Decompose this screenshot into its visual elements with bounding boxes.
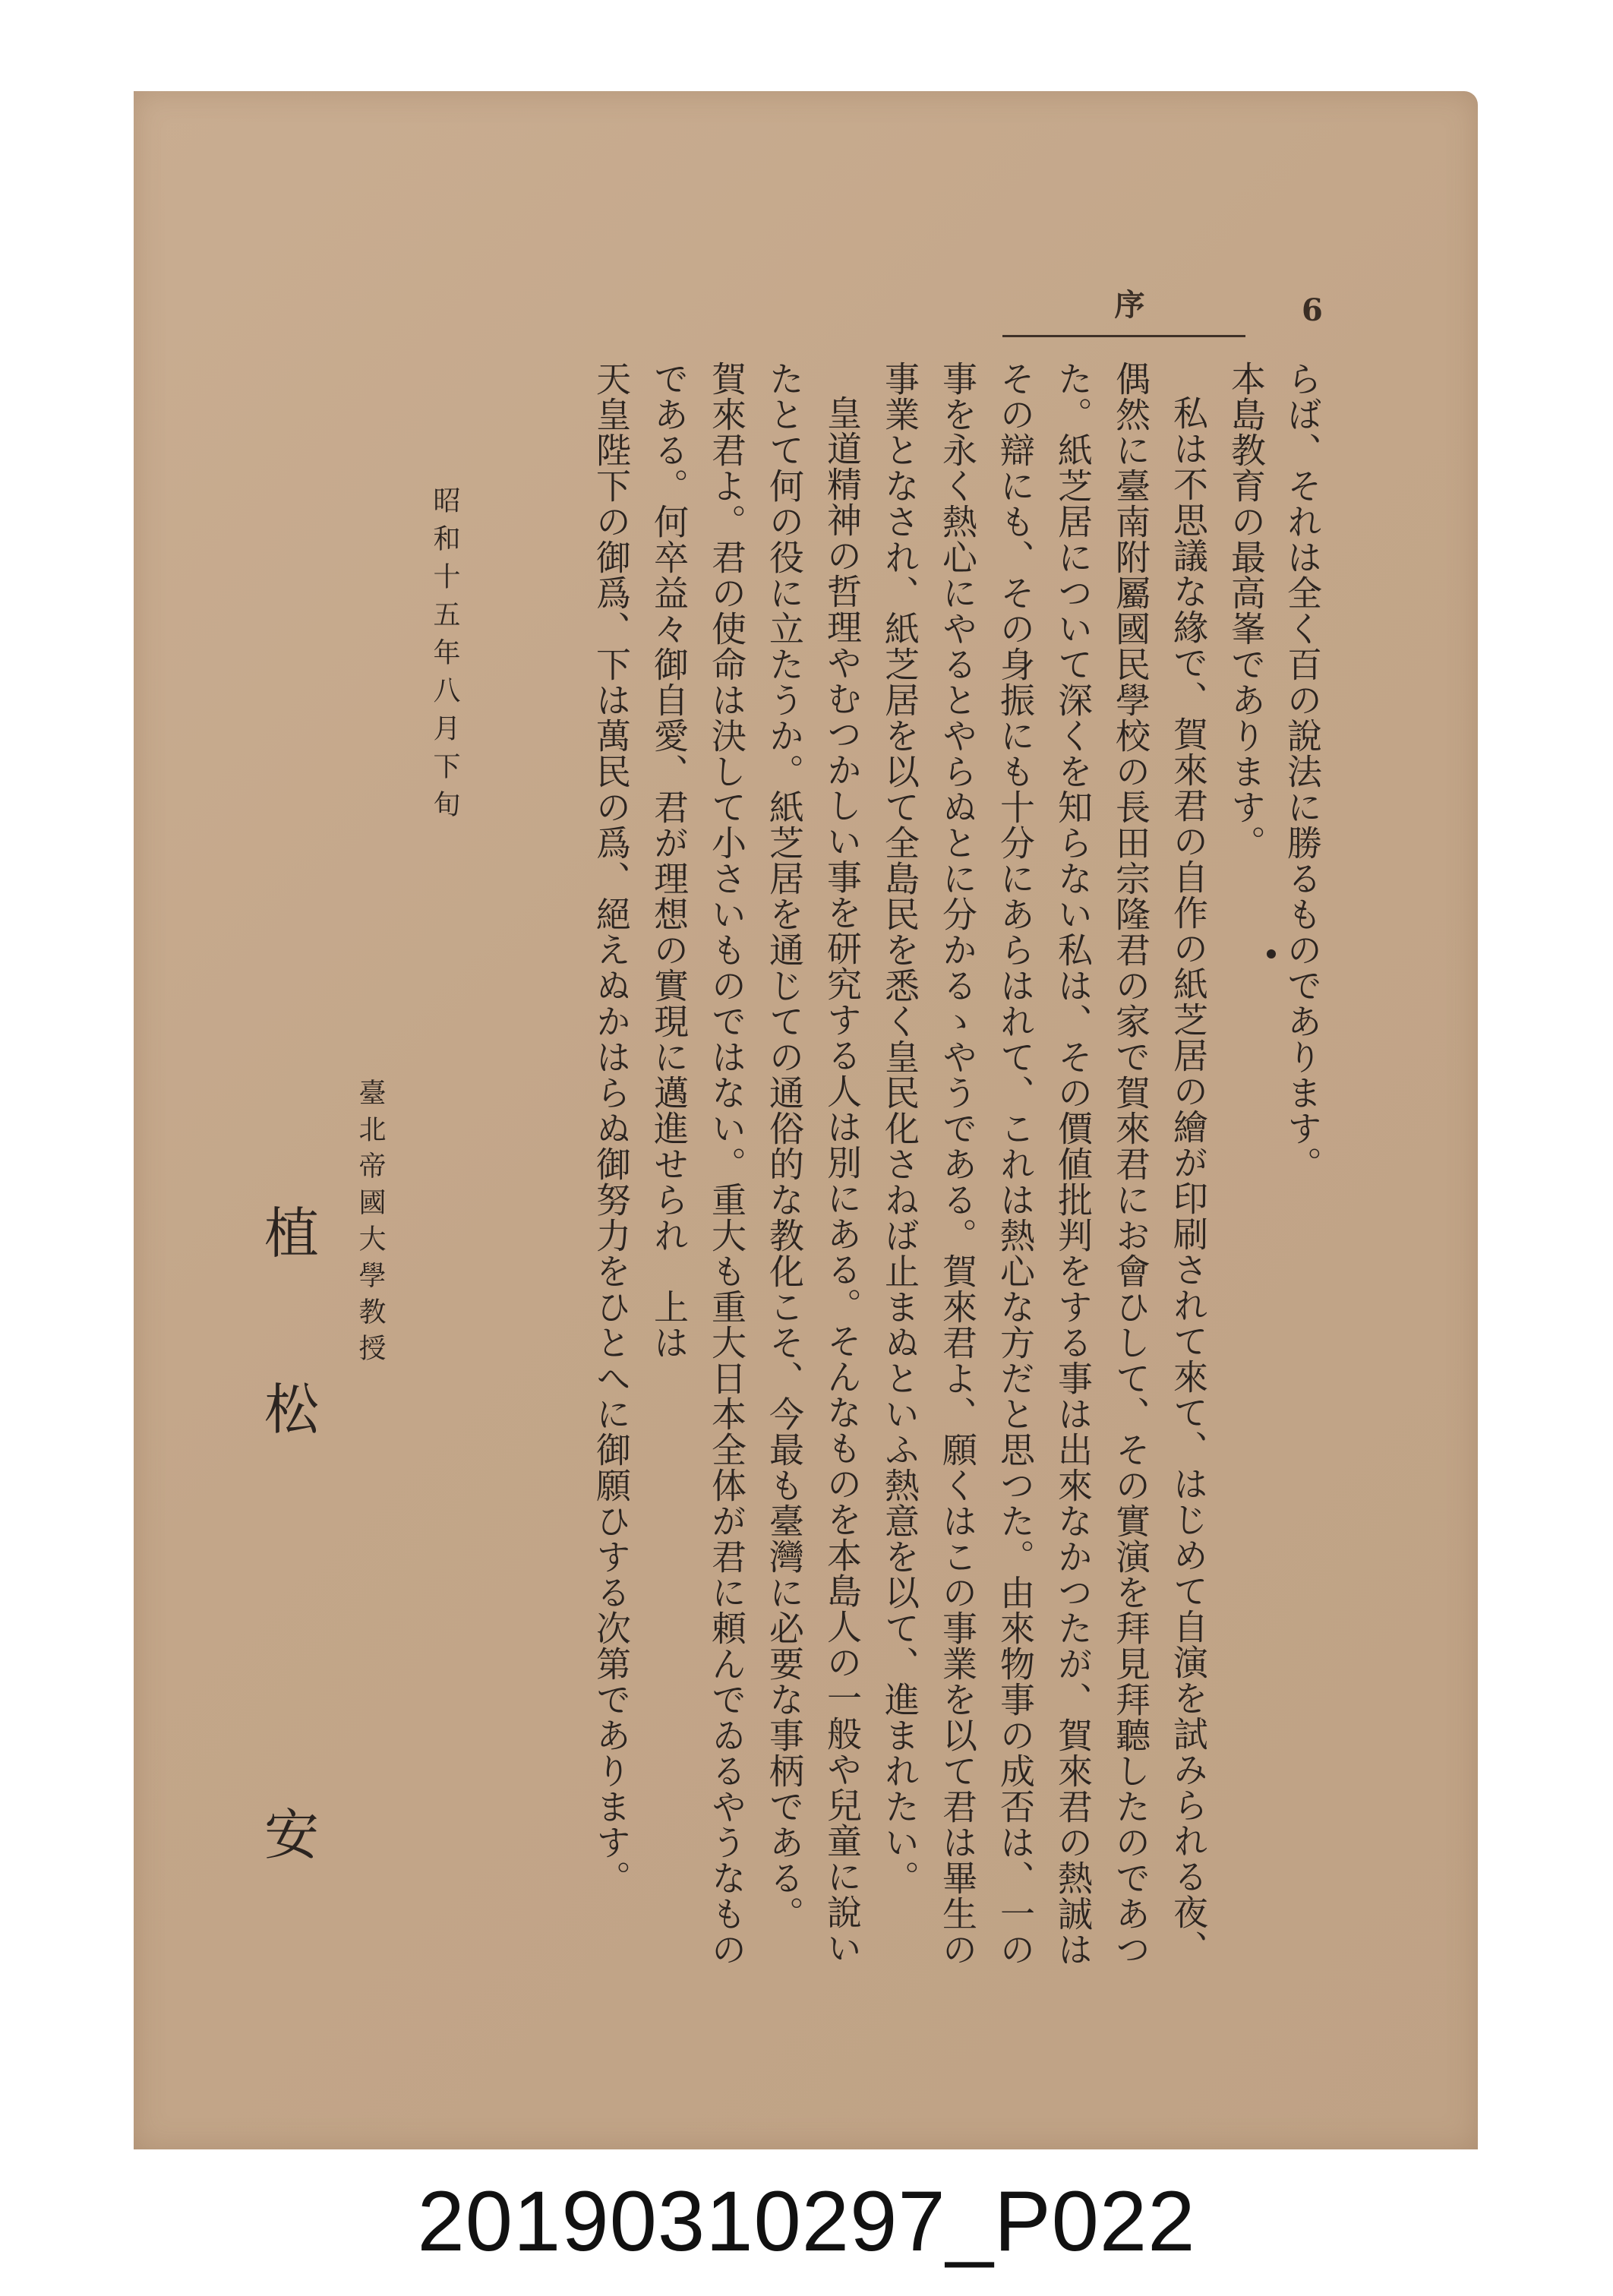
- body-column-11: 賀來君よ。君の使命は決して小さいものではない。重大も重大日本全体が君に頼んでゐるやうなもの: [706, 361, 747, 1967]
- body-column-3: 私は不思議な緣で、賀來君の自作の紙芝居の繪が印刷されて來て、はじめて自演を試みられる夜、: [1168, 395, 1209, 1966]
- body-column-10: たとて何の役に立たうか。紙芝居を通じての通俗的な教化こそ、今最も臺灣に必要な事柄である。: [764, 361, 805, 1931]
- section-title: 序: [1110, 289, 1145, 319]
- body-column-7: 事を永く熱心にやるとやらぬとに分かるゝやうである。賀來君よ、願くはこの事業を以て君は畢生の: [937, 361, 978, 1967]
- body-column-12: である。何卒益々御自愛、君が理想の實現に邁進せられ 上は: [649, 361, 690, 1360]
- scanned-page: [134, 91, 1478, 2149]
- page-number: 6: [1302, 292, 1323, 328]
- header-rule: [1002, 335, 1245, 337]
- ink-dot: [1267, 949, 1276, 959]
- body-column-2: 本島教育の最高峯であります。: [1226, 361, 1267, 861]
- signature-name-char-3: 安: [264, 1803, 320, 1867]
- body-column-9: 皇道精神の哲理やむつかしい事を研究する人は別にある。そんなものを本島人の一般や兒童に說い: [822, 395, 863, 1966]
- body-column-13: 天皇陛下の御爲、下は萬民の爲、絕えぬかはらぬ御努力をひとへに御願ひする次第であります。: [591, 361, 632, 1896]
- body-column-5: た。紙芝居について深くを知らない私は、その價値批判をする事は出來なかつたが、賀來君の熱誠は: [1053, 361, 1094, 1967]
- signature-affiliation: 臺北帝國大學教授: [355, 1079, 386, 1370]
- image-caption: 20190310297_P022: [417, 2174, 1196, 2269]
- signature-name-char-2: 松: [264, 1378, 320, 1442]
- body-column-4: 偶然に臺南附屬國民學校の長田宗隆君の家で賀來君にお會ひして、その實演を拜見拜聽したのであつ: [1110, 361, 1151, 1967]
- signature-name-char-1: 植: [264, 1202, 320, 1265]
- body-column-8: 事業となされ、紙芝居を以て全島民を悉く皇民化さねば止まぬといふ熱意を以て、進まれたい。: [879, 361, 920, 1896]
- signature-date: 昭和十五年八月下旬: [429, 486, 460, 828]
- body-column-6: その辯にも、その身振にも十分にあらはれて、これは熱心な方だと思つた。由來物事の成否は、一の: [995, 361, 1036, 1967]
- body-column-1: らば、それは全く百の說法に勝るものであります。: [1282, 361, 1323, 1182]
